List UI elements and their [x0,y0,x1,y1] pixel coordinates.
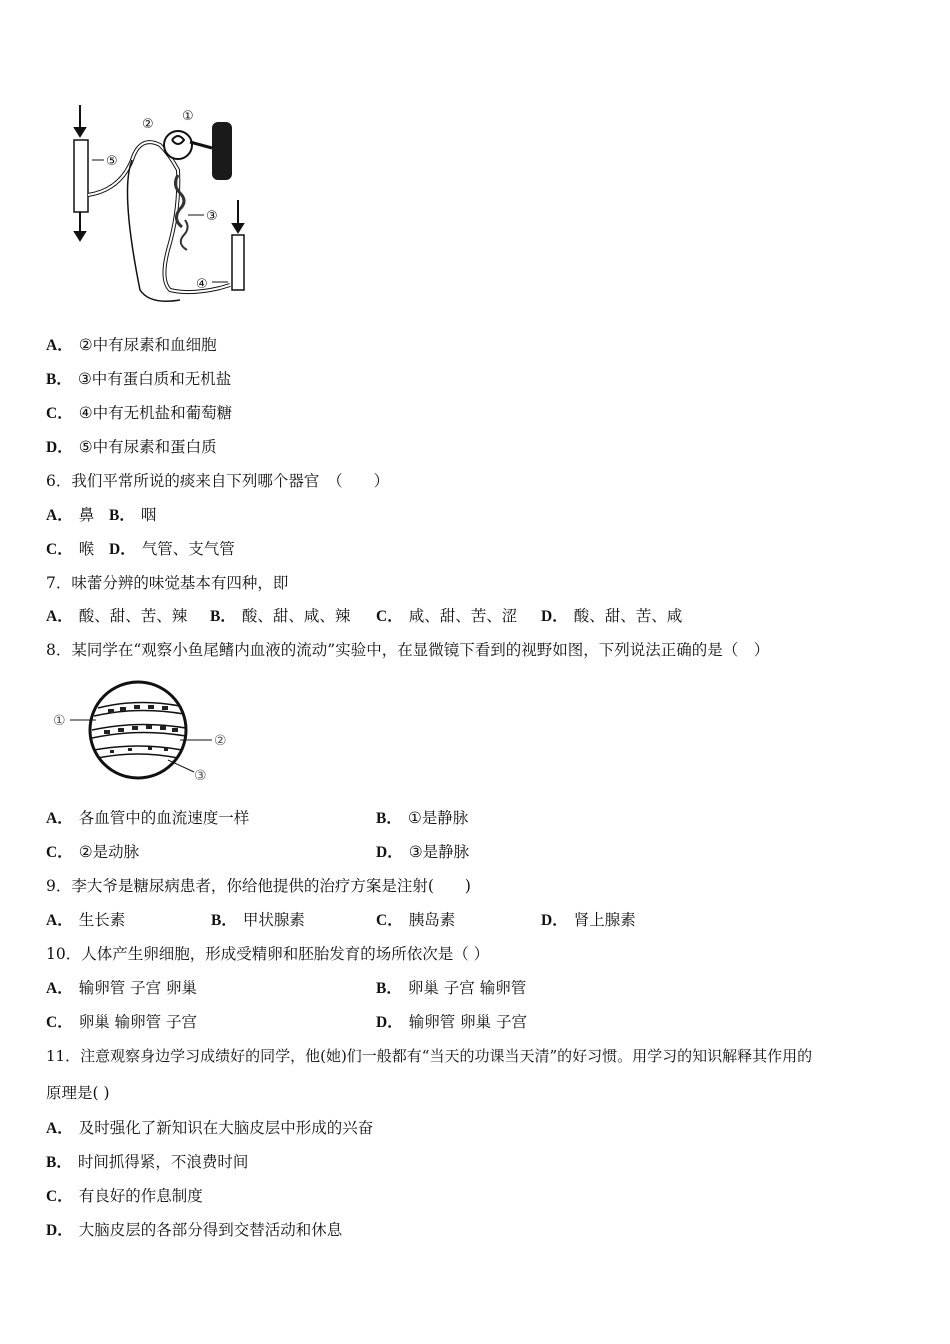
label-2: ② [142,117,154,132]
label-1: ① [182,109,194,124]
label-5: ⑤ [106,154,118,169]
q5-option-b[interactable]: B． ③中有蛋白质和无机盐 [46,370,232,388]
q10-option-a[interactable]: A． 输卵管 子宫 卵巢 [46,979,198,997]
q11-option-b[interactable]: B． 时间抓得紧，不浪费时间 [46,1153,249,1171]
q6-option-a[interactable]: A． 鼻 [46,506,95,524]
q8-stem: 8．某同学在“观察小鱼尾鳍内血液的流动”实验中，在显微镜下看到的视野如图，下列说法正确的是（ ） [46,641,770,659]
q8-option-a[interactable]: A． 各血管中的血流速度一样 [46,809,250,827]
q11-option-a[interactable]: A． 及时强化了新知识在大脑皮层中形成的兴奋 [46,1119,374,1137]
label-3: ③ [206,209,218,224]
q7-option-b[interactable]: B． 酸、甜、咸、辣 [210,607,351,625]
q8-option-b[interactable]: B． ①是静脉 [376,809,469,827]
q6-stem: 6．我们平常所说的痰来自下列哪个器官 （ ） [46,472,390,490]
q7-stem: 7．味蕾分辨的味觉基本有四种，即 [46,574,289,592]
q10-option-b[interactable]: B． 卵巢 子宫 输卵管 [376,979,527,997]
q6-option-b[interactable]: B． 咽 [109,506,157,524]
q7-option-d[interactable]: D． 酸、甜、苦、咸 [541,607,683,625]
q9-stem: 9．李大爷是糖尿病患者，你给他提供的治疗方案是注射( ) [46,877,471,895]
q7-option-a[interactable]: A． 酸、甜、苦、辣 [46,607,188,625]
q11-stem-line2: 原理是( ) [46,1084,110,1102]
label-4: ④ [196,277,208,292]
q9-option-d[interactable]: D． 肾上腺素 [541,911,636,929]
q6-options-row2 [46,539,235,560]
q5-option-a[interactable]: A． ②中有尿素和血细胞 [46,336,217,354]
q11-stem-line1: 11．注意观察身边学习成绩好的同学，他(她)们一般都有“当天的功课当天清”的好习惯。用学习的知识解释其作用的 [46,1047,813,1065]
fig2-label-1: ① [53,713,66,729]
q10-option-c[interactable]: C． 卵巢 输卵管 子宫 [46,1013,198,1031]
fish-tail-microscope-view [48,680,238,790]
q8-option-d[interactable]: D． ③是静脉 [376,843,470,861]
q5-option-c[interactable]: C． ④中有无机盐和葡萄糖 [46,404,233,422]
collecting-duct [74,140,88,212]
q5-option-d[interactable]: D． ⑤中有尿素和蛋白质 [46,438,217,456]
q7-option-c[interactable]: C． 咸、甜、苦、涩 [376,607,518,625]
q9-option-a[interactable]: A． 生长素 [46,911,126,929]
q9-option-c[interactable]: C． 胰岛素 [376,911,456,929]
blood-vessel [212,122,232,180]
q6-option-d[interactable]: D． 气管、支气管 [109,540,235,558]
q11-option-d[interactable]: D． 大脑皮层的各部分得到交替活动和休息 [46,1221,343,1239]
fig2-label-3: ③ [194,768,207,784]
q9-option-b[interactable]: B． 甲状腺素 [211,911,305,929]
q11-option-c[interactable]: C． 有良好的作息制度 [46,1187,203,1205]
q8-option-c[interactable]: C． ②是动脉 [46,843,140,861]
q10-option-d[interactable]: D． 输卵管 卵巢 子宫 [376,1013,528,1031]
nephron-diagram [60,100,270,310]
q6-option-c[interactable]: C． 喉 [46,540,95,558]
q10-stem: 10．人体产生卵细胞，形成受精卵和胚胎发育的场所依次是（ ） [46,945,490,963]
q6-options-row1 [46,505,156,526]
fig2-label-2: ② [214,733,227,749]
renal-vein [232,235,244,290]
